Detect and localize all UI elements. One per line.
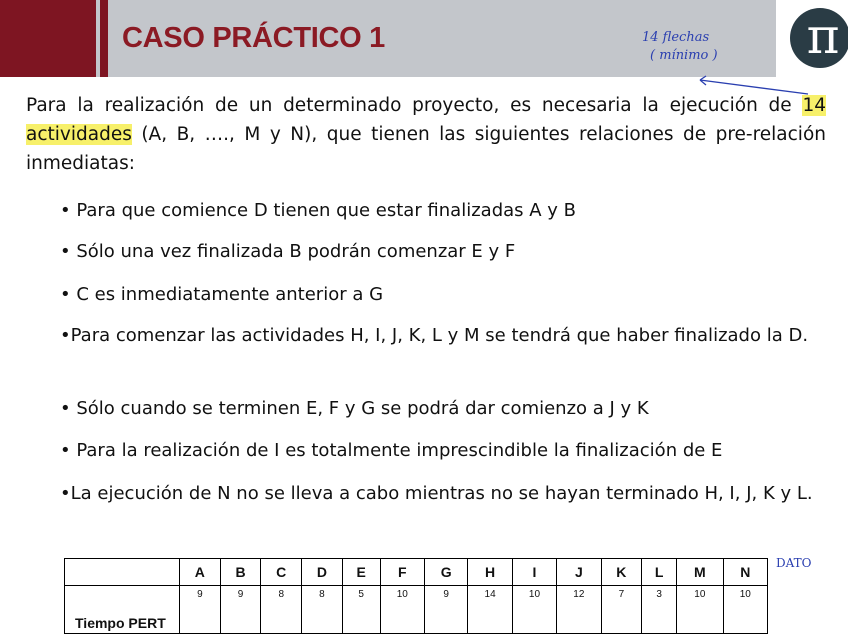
column-header: J xyxy=(557,559,601,586)
table-cell: 12 xyxy=(557,586,601,634)
column-header: G xyxy=(424,559,468,586)
intro-paragraph xyxy=(26,91,826,178)
list-item: •La ejecución de N no se lleva a cabo mientras no se hayan terminado H, I, J, K y L. xyxy=(60,483,813,504)
table-cell: 14 xyxy=(468,586,512,634)
table-cell: 10 xyxy=(723,586,767,634)
pert-time-table xyxy=(64,558,768,634)
table-cell: 9 xyxy=(220,586,261,634)
table-cell: 10 xyxy=(677,586,723,634)
highlighted-text: 14 actividades xyxy=(26,95,826,145)
list-item: • C es inmediatamente anterior a G xyxy=(60,284,384,305)
column-header: A xyxy=(180,559,221,586)
handwritten-note: ( mínimo ) xyxy=(650,48,718,63)
column-header: K xyxy=(601,559,642,586)
intro-text: Para la realización de un determinado proyecto, es necesaria la ejecución de xyxy=(26,95,803,116)
column-header: I xyxy=(512,559,556,586)
table-cell: 5 xyxy=(342,586,380,634)
list-item: • Para la realización de I es totalmente imprescindible la finalización de E xyxy=(60,440,723,461)
column-header: F xyxy=(380,559,424,586)
table-cell: 8 xyxy=(261,586,302,634)
table-corner-cell xyxy=(65,559,180,586)
column-header: M xyxy=(677,559,723,586)
table-header-row xyxy=(65,559,768,586)
column-header: L xyxy=(642,559,677,586)
column-header: C xyxy=(261,559,302,586)
column-header: B xyxy=(220,559,261,586)
list-item: •Para comenzar las actividades H, I, J, K, L y M se tendrá que haber finalizado la D. xyxy=(60,325,809,346)
table-cell: 10 xyxy=(380,586,424,634)
list-item: • Sólo una vez finalizada B podrán comenzar E y F xyxy=(60,241,516,262)
handwritten-note: DATO xyxy=(776,556,812,570)
column-header: D xyxy=(302,559,343,586)
column-header: E xyxy=(342,559,380,586)
column-header: N xyxy=(723,559,767,586)
row-label: Tiempo PERT xyxy=(65,586,180,634)
handwritten-note: 14 flechas xyxy=(642,30,710,45)
column-header: H xyxy=(468,559,512,586)
page-title: CASO PRÁCTICO 1 xyxy=(122,22,385,54)
list-item: • Para que comience D tienen que estar finalizadas A y B xyxy=(60,200,577,221)
table-cell: 3 xyxy=(642,586,677,634)
table-cell: 7 xyxy=(601,586,642,634)
table-cell: 9 xyxy=(180,586,221,634)
table-row xyxy=(65,586,768,634)
table-cell: 8 xyxy=(302,586,343,634)
pi-logo-icon: π xyxy=(806,7,840,65)
intro-text: (A, B, …., M y N), que tienen las siguientes relaciones de pre-relación inmediatas: xyxy=(26,124,826,174)
table-cell: 10 xyxy=(512,586,556,634)
list-item: • Sólo cuando se terminen E, F y G se podrá dar comienzo a J y K xyxy=(60,398,649,419)
table-cell: 9 xyxy=(424,586,468,634)
